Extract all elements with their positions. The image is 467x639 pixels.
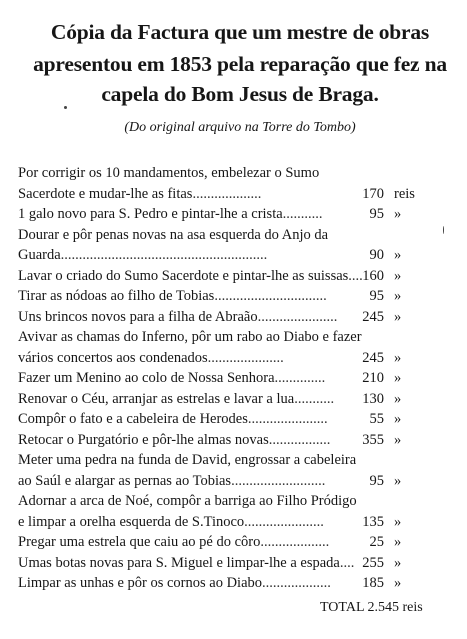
line-unit: » [394, 534, 402, 550]
line-amount: 90 [369, 247, 384, 263]
line-description [18, 471, 325, 491]
line-unit: » [394, 472, 402, 489]
line-unit: reis [394, 185, 415, 202]
line-unit: » [394, 513, 402, 530]
line-unit: » [394, 575, 402, 591]
dot-leader: ..................... [207, 349, 284, 366]
subtitle: (Do original arquivo na Torre do Tombo) [124, 120, 356, 135]
line-unit: » [394, 247, 402, 263]
line-text: Avivar as chamas do Inferno, pôr um rabo ao Diabo e fazer [18, 329, 362, 345]
line-text: Guarda [18, 247, 61, 263]
line-amount: 255 [362, 554, 384, 571]
line-unit: » [394, 288, 402, 304]
line-description [18, 163, 319, 183]
line-description [18, 327, 362, 347]
line-text: Limpar as unhas e pôr os cornos ao Diabo [18, 575, 263, 591]
dot-leader: ........... [282, 206, 323, 222]
line-unit: » [394, 349, 402, 366]
invoice-total: TOTAL 2.545 reis [320, 600, 423, 615]
line-text: Fazer um Menino ao colo de Nossa Senhora [18, 370, 275, 386]
line-description [18, 430, 330, 450]
line-description [18, 573, 331, 593]
line-description [18, 266, 363, 286]
line-text: Dourar e pôr penas novas na asa esquerda do Anjo da [18, 226, 329, 243]
line-description [18, 450, 356, 470]
line-amount: 210 [362, 370, 384, 386]
title-line-2: apresentou em 1853 pela reparação que fez na [33, 52, 447, 76]
line-unit: » [394, 308, 402, 325]
line-description [18, 286, 327, 306]
line-description [18, 512, 324, 532]
line-text: Retocar o Purgatório e pôr-lhe almas novas [18, 431, 269, 448]
line-amount: 185 [362, 575, 384, 591]
scan-speck [64, 106, 67, 109]
line-text: 1 galo novo para S. Pedro e pintar-lhe a crista [18, 206, 283, 222]
line-text: Pregar uma estrela que caiu ao pé do côro [18, 534, 261, 550]
dot-leader: ............................... [214, 288, 327, 304]
line-description [18, 204, 323, 224]
line-unit: » [394, 431, 402, 448]
line-text: Uns brincos novos para a filha de Abraão [18, 308, 258, 325]
title-line-1: Cópia da Factura que um mestre de obras [50, 20, 430, 44]
line-description [18, 532, 329, 552]
line-amount: 245 [362, 308, 384, 325]
line-amount: 170 [362, 185, 384, 202]
line-amount: 95 [369, 206, 384, 222]
line-text: Lavar o criado do Sumo Sacerdote e pintar-lhe as suissas [18, 267, 349, 284]
line-description [18, 409, 328, 429]
dot-leader: ................... [262, 575, 331, 591]
line-unit: » [394, 206, 402, 222]
line-description [18, 225, 328, 245]
line-description [18, 553, 354, 573]
line-text: Renovar o Céu, arranjar as estrelas e lavar a lua [18, 390, 295, 407]
line-text: Meter uma pedra na funda de David, engrossar a cabeleira [18, 452, 357, 468]
line-text: Umas botas novas para S. Miguel e limpar-lhe a espada [18, 554, 340, 571]
dot-leader: ...................... [247, 411, 328, 427]
line-amount: 95 [369, 472, 384, 489]
line-amount: 55 [369, 411, 384, 427]
dot-leader: ...................... [257, 308, 338, 325]
dot-leader: ......................................................... [60, 247, 268, 263]
line-text: Compôr o fato e a cabeleira de Herodes [18, 411, 248, 427]
dot-leader: ................. [268, 431, 331, 448]
dot-leader: .............. [274, 370, 326, 386]
line-text: ao Saúl e alargar as pernas ao Tobias [18, 472, 232, 489]
dot-leader: .... [339, 554, 355, 571]
line-text: Adornar a arca de Noé, compôr a barriga ao Filho Pródigo [18, 493, 357, 509]
line-amount: 355 [362, 431, 384, 448]
dot-leader: ...................... [244, 513, 324, 530]
scan-speck [443, 226, 444, 234]
line-unit: » [394, 411, 402, 427]
line-amount: 95 [369, 288, 384, 304]
line-text: Por corrigir os 10 mandamentos, embelezar o Sumo [18, 165, 320, 181]
line-description [18, 491, 357, 511]
dot-leader: ................... [260, 534, 330, 550]
dot-leader: .... [348, 267, 363, 284]
line-description [18, 389, 334, 409]
line-unit: » [394, 267, 402, 284]
line-unit: » [394, 370, 402, 386]
line-unit: » [394, 390, 402, 407]
dot-leader: .......................... [231, 472, 326, 489]
line-description [18, 184, 261, 204]
line-amount: 25 [369, 534, 384, 550]
line-description [18, 348, 284, 368]
line-text: e limpar a orelha esquerda de S.Tinoco [18, 513, 245, 530]
line-text: Tirar as nódoas ao filho de Tobias [18, 288, 215, 304]
dot-leader: ................... [192, 185, 262, 202]
line-description [18, 307, 337, 327]
line-unit: » [394, 554, 402, 571]
line-amount: 245 [362, 349, 384, 366]
line-text: vários concertos aos condenados [18, 349, 208, 366]
dot-leader: ........... [294, 390, 335, 407]
line-description [18, 245, 267, 265]
line-text: Sacerdote e mudar-lhe as fitas [18, 185, 193, 202]
line-description [18, 368, 325, 388]
line-amount: 135 [362, 513, 384, 530]
line-amount: 130 [362, 390, 384, 407]
line-amount: 160 [362, 267, 384, 284]
title-line-3: capela do Bom Jesus de Braga. [101, 82, 379, 106]
